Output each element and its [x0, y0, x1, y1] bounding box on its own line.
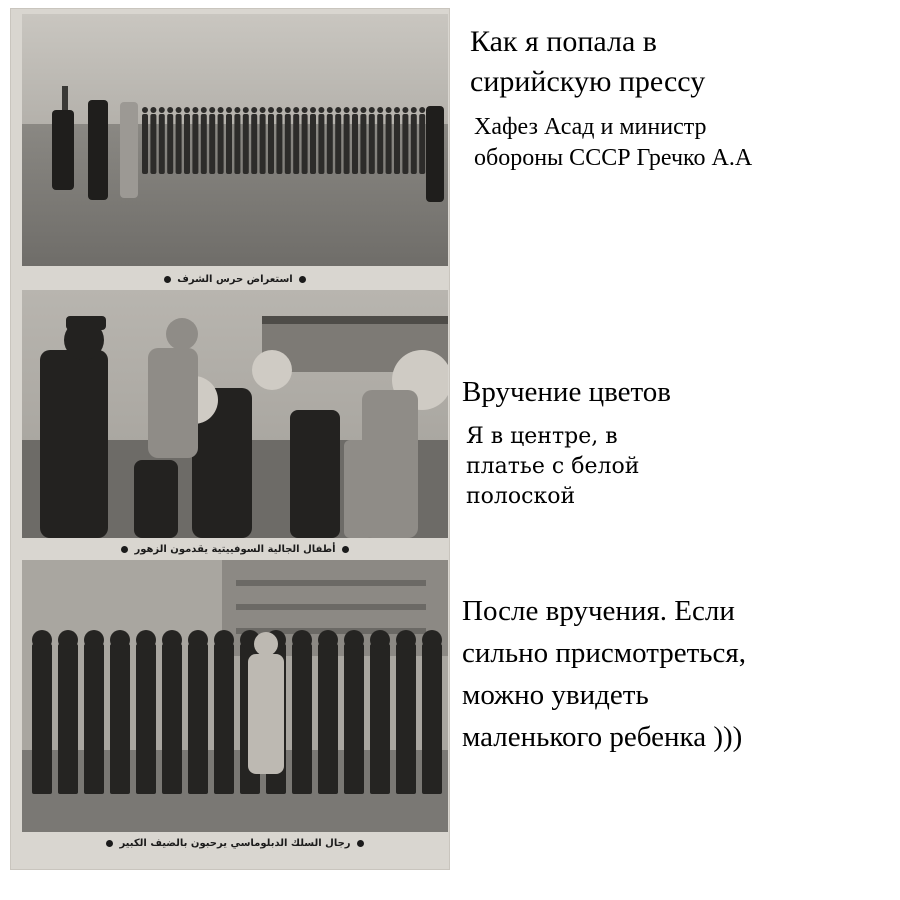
photo-diplomats [22, 560, 448, 832]
caption-text: رجال السلك الدبلوماسي يرحبون بالضيف الكبير [119, 837, 351, 849]
caption-bullet [121, 546, 128, 553]
after-note: После вручения. Если сильно присмотреться, можно увидеть маленького ребенка ))) [462, 595, 746, 753]
photo-honor-guard [22, 14, 448, 266]
caption-bullet [106, 840, 113, 847]
caption-bullet [299, 276, 306, 283]
caption-diplomats [22, 834, 448, 852]
flowers-note: Я в центре, в платье с белой полоской [466, 424, 640, 509]
caption-bullet [164, 276, 171, 283]
article-title: Как я попала в сирийскую прессу [470, 25, 706, 98]
caption-flowers [22, 540, 448, 558]
photo-flowers [22, 290, 448, 538]
flowers-heading: Вручение цветов [462, 376, 671, 408]
caption-honor-guard [22, 270, 448, 288]
caption-text: أطفال الجالية السوفييتية يقدمون الزهور [134, 543, 336, 555]
newspaper-clipping [10, 8, 450, 870]
caption-text: استعراض حرس الشرف [177, 273, 293, 285]
caption-bullet [342, 546, 349, 553]
article-subtitle: Хафез Асад и министр обороны СССР Гречко А.А [474, 114, 753, 171]
caption-bullet [357, 840, 364, 847]
